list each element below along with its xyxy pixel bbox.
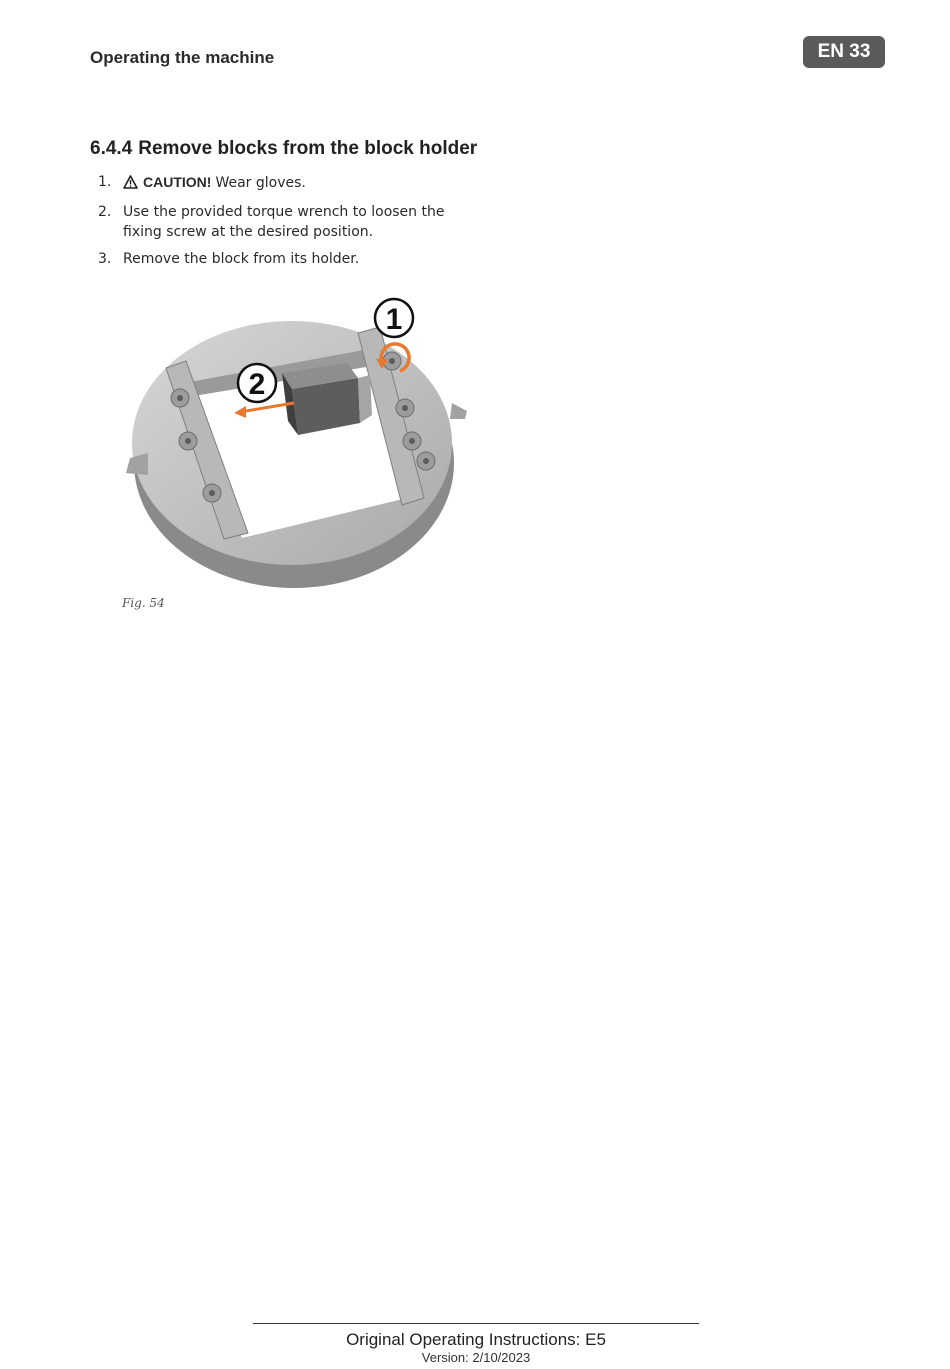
caution-label: CAUTION! [143, 174, 212, 190]
block-holder-figure [122, 293, 467, 590]
callout-2-label: 2 [248, 368, 266, 401]
section-number: 6.4.4 [90, 138, 133, 159]
footer-title: Original Operating Instructions: E5 [346, 1330, 606, 1349]
step-number: 1. [98, 174, 112, 190]
step-text: Use the provided torque wrench to loosen the fixing screw at the desired position. [123, 204, 445, 240]
step-item [90, 202, 460, 242]
step-text: Remove the block from its holder. [123, 251, 360, 267]
warning-triangle-icon [123, 175, 139, 195]
figure-caption: Fig. 54 [122, 596, 165, 610]
block-holder-illustration [122, 293, 467, 590]
step-item [90, 172, 460, 195]
step-text: Wear gloves. [215, 175, 306, 191]
step-number: 2. [98, 204, 112, 220]
page-number-badge: EN 33 [803, 36, 885, 68]
footer-version: Version: 2/10/2023 [421, 1350, 531, 1365]
footer-divider [253, 1323, 699, 1324]
section-header: Operating the machine [90, 48, 275, 67]
callout-1-label: 1 [385, 303, 403, 336]
section-title: Remove blocks from the block holder [138, 138, 478, 159]
section-heading [90, 138, 477, 160]
step-item [90, 249, 460, 269]
step-number: 3. [98, 251, 112, 267]
instruction-steps [90, 172, 460, 276]
